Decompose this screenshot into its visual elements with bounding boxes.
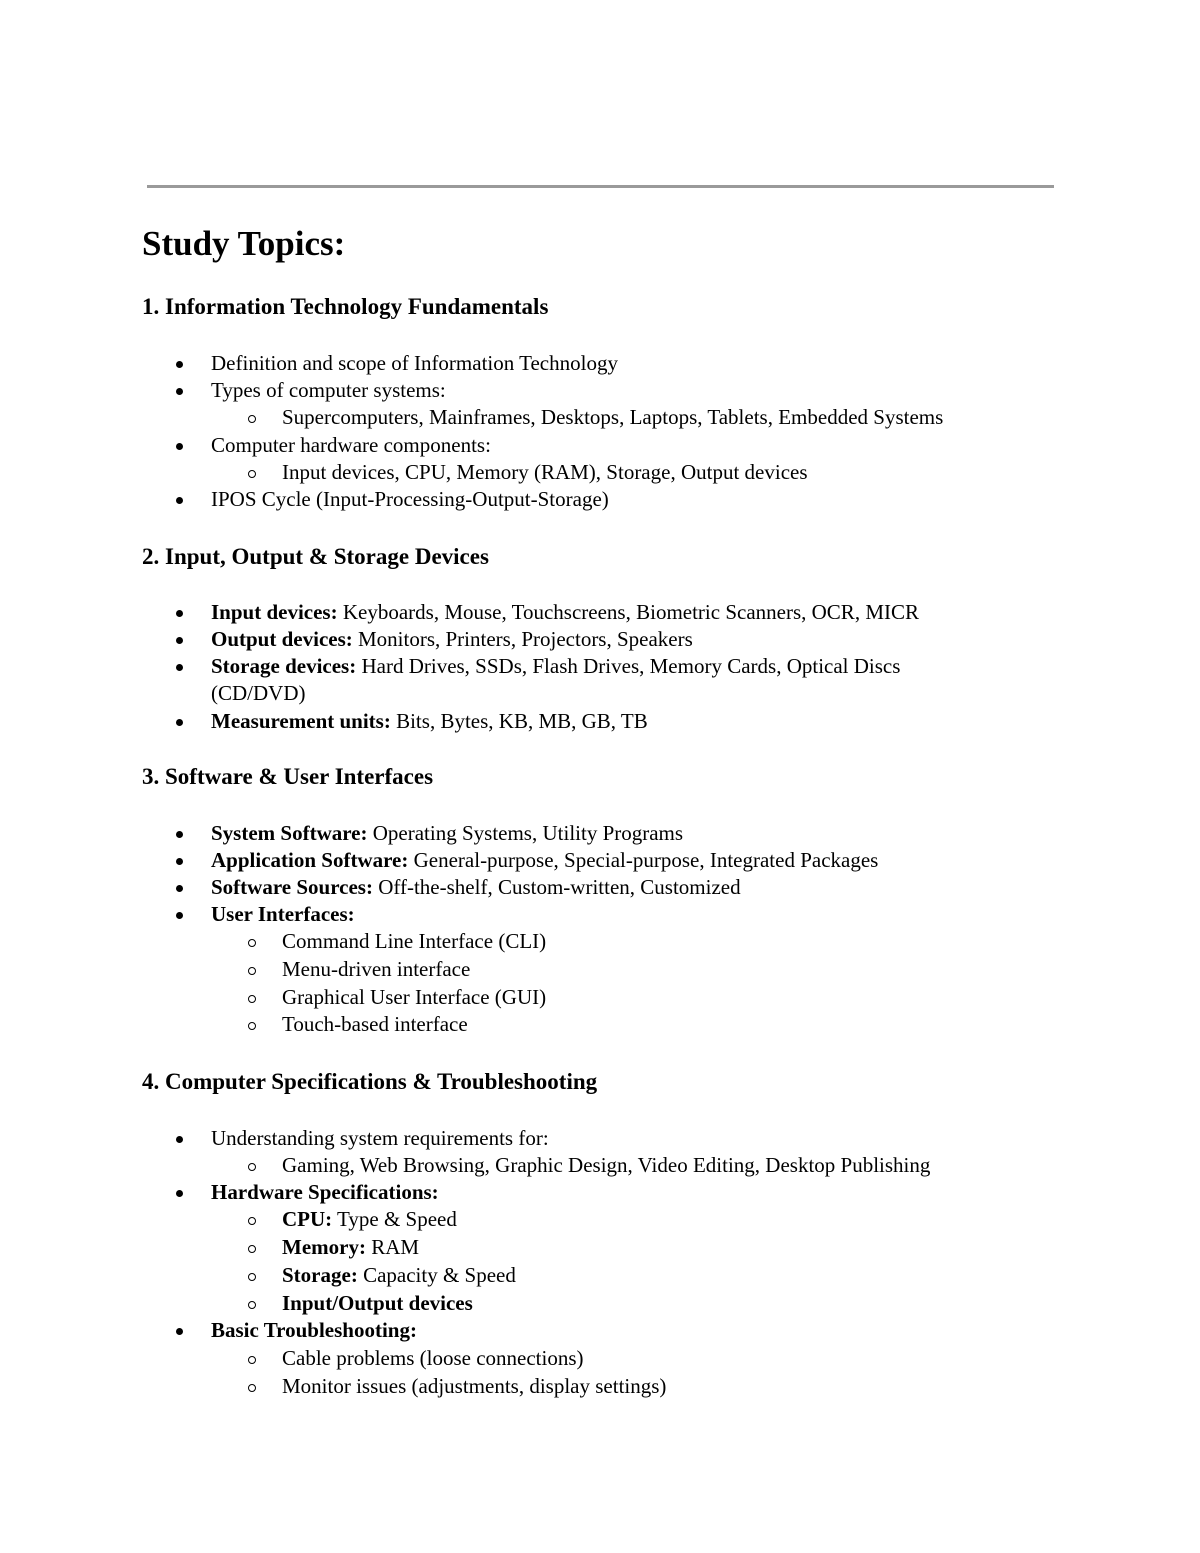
circle-bullet-icon [248, 995, 256, 1003]
list-item: System Software: Operating Systems, Utility Programs [211, 821, 684, 845]
list-item: Hardware Specifications: [211, 1180, 439, 1204]
horizontal-rule [147, 185, 1054, 188]
bullet-icon [176, 719, 183, 726]
list-item: Software Sources: Off-the-shelf, Custom-written, Customized [211, 875, 741, 899]
bullet-icon [176, 637, 183, 644]
sub-list-item: Gaming, Web Browsing, Graphic Design, Video Editing, Desktop Publishing [282, 1153, 931, 1177]
list-item: Input devices: Keyboards, Mouse, Touchscreens, Biometric Scanners, OCR, MICR [211, 600, 919, 624]
sub-list-item: Input devices, CPU, Memory (RAM), Storage, Output devices [282, 460, 808, 484]
circle-bullet-icon [248, 1022, 256, 1030]
sub-list-item: Storage: Capacity & Speed [282, 1263, 516, 1287]
list-item: Types of computer systems: [211, 378, 446, 402]
bullet-icon [176, 443, 183, 450]
circle-bullet-icon [248, 967, 256, 975]
circle-bullet-icon [248, 1356, 256, 1364]
sub-list-item: Input/Output devices [282, 1291, 473, 1315]
circle-bullet-icon [248, 470, 256, 478]
list-item: User Interfaces: [211, 902, 355, 926]
sub-list-item: Cable problems (loose connections) [282, 1346, 584, 1370]
circle-bullet-icon [248, 1163, 256, 1171]
sub-list-item: Touch-based interface [282, 1012, 468, 1036]
list-item: Basic Troubleshooting: [211, 1318, 417, 1342]
bullet-icon [176, 388, 183, 395]
list-item: Application Software: General-purpose, Special-purpose, Integrated Packages [211, 848, 879, 872]
list-item: Computer hardware components: [211, 433, 491, 457]
bullet-icon [176, 664, 183, 671]
circle-bullet-icon [248, 1273, 256, 1281]
list-item: IPOS Cycle (Input-Processing-Output-Storage) [211, 487, 609, 511]
list-item: Measurement units: Bits, Bytes, KB, MB, GB, TB [211, 709, 648, 733]
bullet-icon [176, 885, 183, 892]
list-item: Definition and scope of Information Technology [211, 351, 618, 375]
bullet-icon [176, 858, 183, 865]
section-heading: 1. Information Technology Fundamentals [142, 294, 549, 319]
sub-list-item: Monitor issues (adjustments, display settings) [282, 1374, 667, 1398]
circle-bullet-icon [248, 939, 256, 947]
circle-bullet-icon [248, 1245, 256, 1253]
list-item: Output devices: Monitors, Printers, Projectors, Speakers [211, 627, 693, 651]
sub-list-item: Graphical User Interface (GUI) [282, 985, 547, 1009]
circle-bullet-icon [248, 1217, 256, 1225]
sub-list-item: Supercomputers, Mainframes, Desktops, Laptops, Tablets, Embedded Systems [282, 405, 944, 429]
sub-list-item: Command Line Interface (CLI) [282, 929, 547, 953]
sub-list-item: CPU: Type & Speed [282, 1207, 457, 1231]
section-heading: 3. Software & User Interfaces [142, 764, 434, 789]
section-heading: 2. Input, Output & Storage Devices [142, 544, 489, 569]
list-item-continuation: (CD/DVD) [211, 681, 306, 705]
list-item: Understanding system requirements for: [211, 1126, 549, 1150]
bullet-icon [176, 1136, 183, 1143]
section-heading: 4. Computer Specifications & Troubleshooting [142, 1069, 598, 1094]
bullet-icon [176, 831, 183, 838]
bullet-icon [176, 912, 183, 919]
bullet-icon [176, 361, 183, 368]
sub-list-item: Memory: RAM [282, 1235, 420, 1259]
list-item: Storage devices: Hard Drives, SSDs, Flash Drives, Memory Cards, Optical Discs [211, 654, 901, 678]
sub-list-item: Menu-driven interface [282, 957, 471, 981]
bullet-icon [176, 497, 183, 504]
circle-bullet-icon [248, 1384, 256, 1392]
circle-bullet-icon [248, 415, 256, 423]
bullet-icon [176, 1328, 183, 1335]
bullet-icon [176, 1190, 183, 1197]
bullet-icon [176, 610, 183, 617]
document-title: Study Topics: [142, 224, 346, 263]
circle-bullet-icon [248, 1301, 256, 1309]
